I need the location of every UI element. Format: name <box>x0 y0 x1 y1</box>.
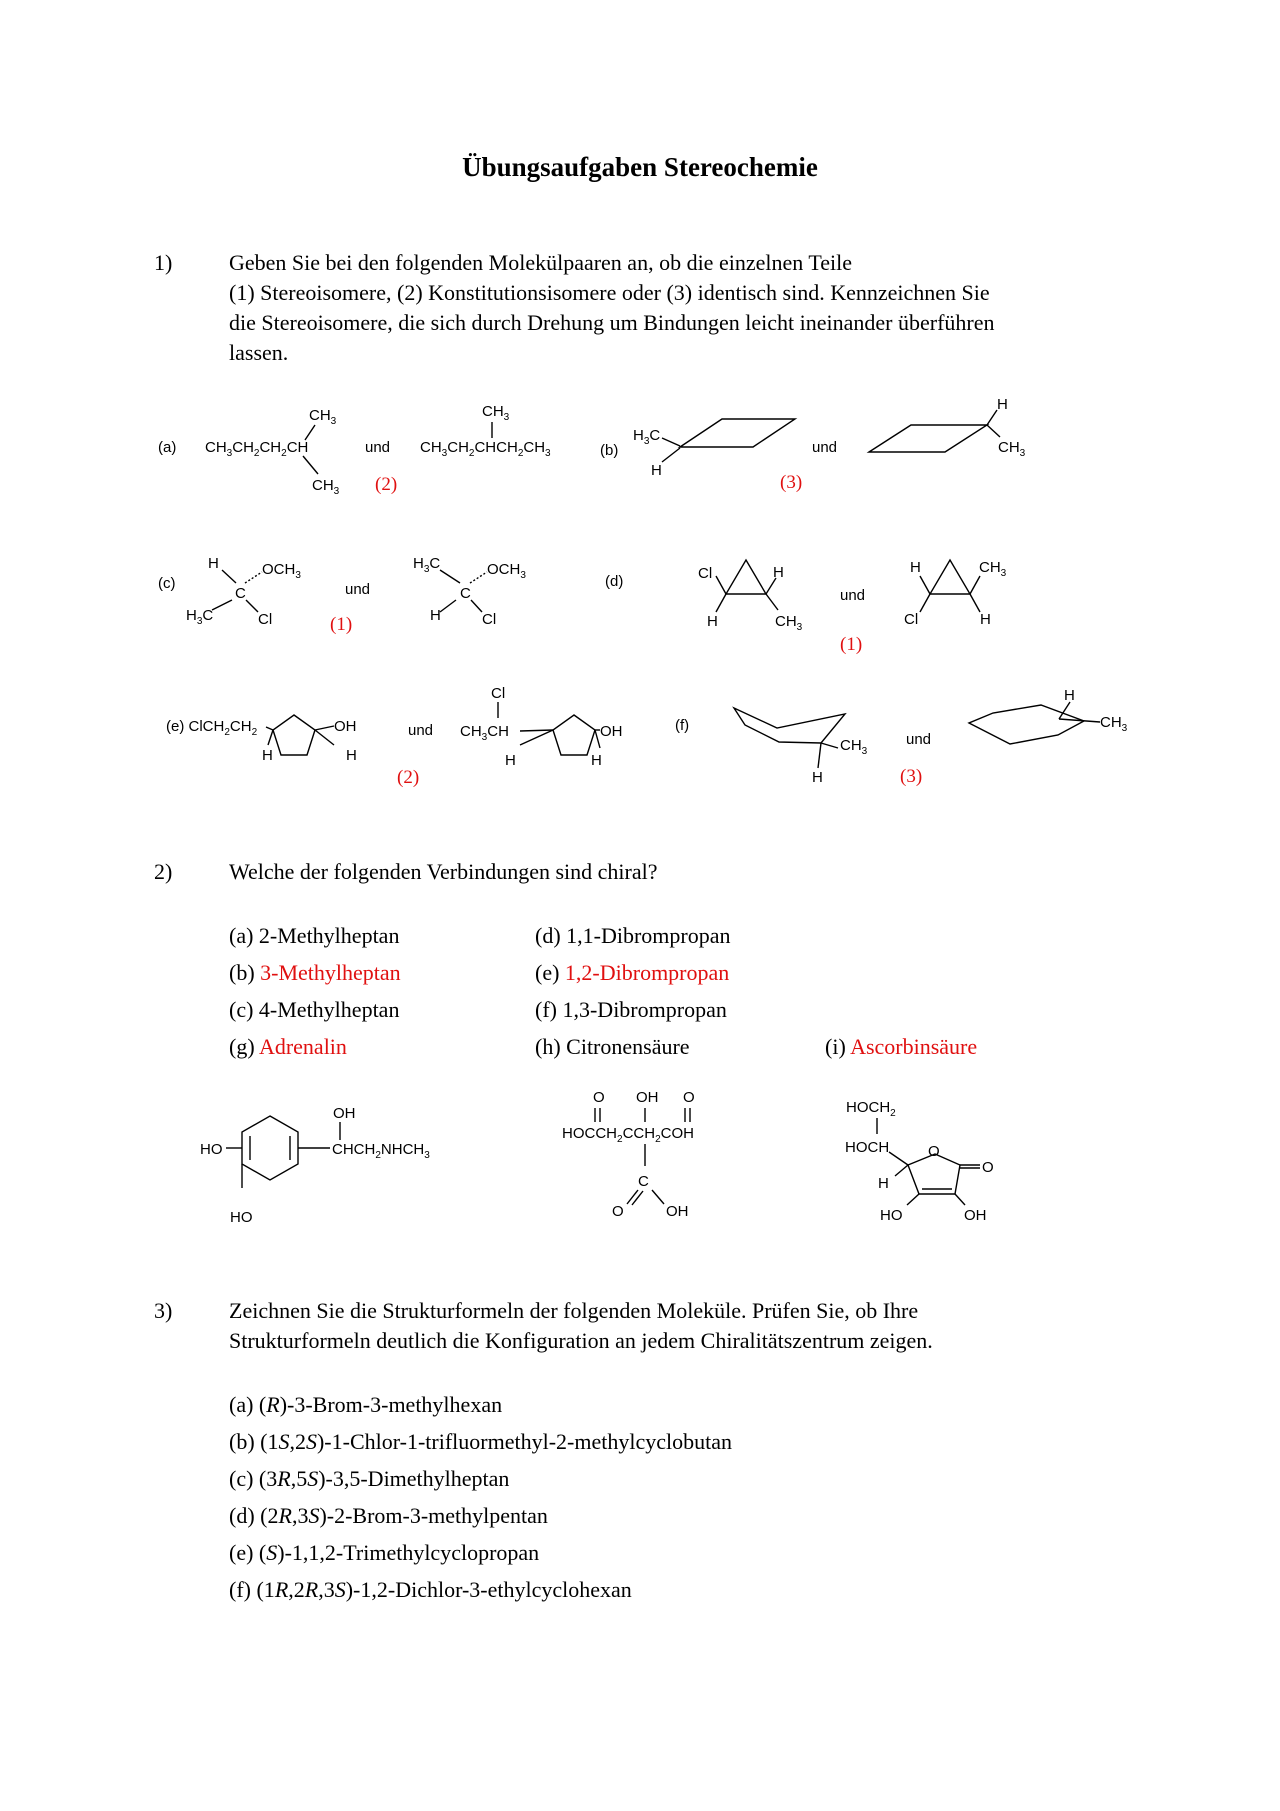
q3-number: 3) <box>154 1298 173 1323</box>
pair-d-right-h1: H <box>910 559 921 576</box>
q2-item-g: (g) Adrenalin <box>229 1034 347 1059</box>
pair-a-left-top-methyl: $CH_3$ <box>309 407 337 427</box>
svg-text:H: H <box>878 1175 889 1192</box>
svg-text:HOCCH2CCH2COH: $HOCCH_2CCH_2COH$ <box>562 1125 694 1145</box>
q2-item-e: (e) 1,2-Dibrompropan <box>535 960 730 985</box>
svg-text:OH: OH <box>666 1203 689 1220</box>
pair-a-left-bottom-methyl: $CH_3$ <box>312 477 340 497</box>
pair-f-left-methyl: $CH_3$ <box>840 737 868 757</box>
pair-a-right-methyl: $CH_3$ <box>482 403 510 423</box>
svg-text:C: C <box>638 1173 649 1190</box>
q3-item-e: (e) (S)-1,1,2-Trimethylcyclopropan <box>229 1540 540 1565</box>
pair-c-right-methyl: $H_3C$ <box>413 555 441 575</box>
pair-c-left-methyl: $H_3C$ <box>186 607 214 627</box>
pair-b-right-h: H <box>997 396 1008 413</box>
pair-c-left-och3: $OCH_3$ <box>262 561 301 581</box>
pair-f-label: (f) <box>675 717 690 734</box>
pair-d-left-ring <box>726 560 766 594</box>
pair-c-left-h: H <box>208 555 219 572</box>
q3-line-2: Strukturformeln deutlich die Konfiguration an jedem Chiralitätszentrum zeigen. <box>229 1328 933 1353</box>
adrenalin-structure <box>200 1105 430 1226</box>
svg-text:O: O <box>982 1159 994 1176</box>
pair-a-label: (a) <box>158 439 177 456</box>
q2-item-h: (h) Citronensäure <box>535 1034 690 1059</box>
pair-d-right-cl: Cl <box>904 611 919 628</box>
svg-text:HO: HO <box>230 1209 253 1226</box>
q3-item-b: (b) (1S,2S)-1-Chlor-1-trifluormethyl-2-methylcyclobutan <box>229 1429 732 1454</box>
q1-line-3: die Stereoisomere, die sich durch Drehung um Bindungen leicht ineinander überführen <box>229 310 995 335</box>
q3-item-f: (f) (1R,2R,3S)-1,2-Dichlor-3-ethylcyclohexan <box>229 1577 632 1602</box>
pair-d-left-methyl: $CH_3$ <box>775 613 803 633</box>
q3-item-c: (c) (3R,5S)-3,5-Dimethylheptan <box>229 1466 510 1491</box>
q1-line-1: Geben Sie bei den folgenden Molekülpaaren an, ob die einzelnen Teile <box>229 250 852 275</box>
pair-e-left-ring <box>273 715 315 755</box>
pair-e-left-oh: OH <box>334 718 357 735</box>
pair-c-connector: und <box>345 581 371 598</box>
q2-item-i: (i) Ascorbinsäure <box>825 1034 978 1059</box>
pair-c-right-och3: $OCH_3$ <box>487 561 526 581</box>
pair-c-label: (c) <box>158 575 176 592</box>
pair-e-answer: (2) <box>397 767 420 788</box>
pair-f-right-methyl: $CH_3$ <box>1100 714 1128 734</box>
q2-structures <box>0 1090 1280 1250</box>
pair-b-right-ring <box>869 425 987 452</box>
svg-text:CHCH2NHCH3: $CHCH_2NHCH_3$ <box>332 1141 430 1161</box>
pair-c-right-cl: Cl <box>482 611 497 628</box>
pair-d-right-methyl: $CH_3$ <box>979 559 1007 579</box>
q2-number: 2) <box>154 859 173 884</box>
svg-text:OH: OH <box>636 1090 659 1106</box>
pair-f-right-ring <box>969 705 1084 744</box>
svg-text:O: O <box>683 1090 695 1106</box>
pair-b-label: (b) <box>600 442 619 459</box>
pair-c-left-c: C <box>235 585 246 602</box>
ascorbinsaeure-structure <box>845 1099 994 1224</box>
pair-b-answer: (3) <box>780 472 803 493</box>
pair-a-answer: (2) <box>375 474 398 495</box>
q3-text <box>229 1296 1149 1356</box>
pair-d-left-h1: H <box>707 613 718 630</box>
pair-d-connector: und <box>840 587 866 604</box>
pair-a-left-formula: $CH_3CH_2CH_2CH$ <box>205 439 309 459</box>
svg-text:HOCH: HOCH <box>845 1139 890 1156</box>
q2-text: Welche der folgenden Verbindungen sind chiral? <box>229 859 658 884</box>
pair-b-methyl: $H_3C$ <box>633 427 661 447</box>
svg-text:O: O <box>612 1203 624 1220</box>
svg-text:HOCH2: $HOCH_2$ <box>846 1099 896 1119</box>
pair-f-left-h: H <box>812 769 823 786</box>
pair-e-left-h2: H <box>346 747 357 764</box>
q2-item-f: (f) 1,3-Dibrompropan <box>535 997 727 1022</box>
pair-e-right-formula: $CH_3CH$ <box>460 723 509 743</box>
pair-f-answer: (3) <box>900 766 923 787</box>
svg-text:OH: OH <box>964 1207 987 1224</box>
pair-c-left-cl: Cl <box>258 611 273 628</box>
pair-e-left-formula: (e) $ClCH_2CH_2$ <box>166 718 258 738</box>
pair-b-connector: und <box>812 439 838 456</box>
q1-line-4: lassen. <box>229 340 289 365</box>
svg-text:O: O <box>593 1090 605 1106</box>
svg-text:HO: HO <box>880 1207 903 1224</box>
pair-d-answer: (1) <box>840 634 863 655</box>
pair-d-label: (d) <box>605 573 624 590</box>
svg-text:HO: HO <box>200 1141 223 1158</box>
pair-b-h: H <box>651 462 662 479</box>
pair-a-connector: und <box>365 439 391 456</box>
q2-item-b: (b) 3-Methylheptan <box>229 960 401 985</box>
q1-text <box>229 248 1149 368</box>
q2-item-c: (c) 4-Methylheptan <box>229 997 400 1022</box>
q1-structures <box>0 380 1280 820</box>
pair-e-right-cl: Cl <box>491 685 506 702</box>
svg-text:OH: OH <box>333 1105 356 1122</box>
pair-f-connector: und <box>906 731 932 748</box>
pair-e-right-h1: H <box>505 752 516 769</box>
pair-e-right-oh: OH <box>600 723 623 740</box>
pair-d-left-cl: Cl <box>698 565 713 582</box>
q2-item-d: (d) 1,1-Dibrompropan <box>535 923 731 948</box>
q3-line-1: Zeichnen Sie die Strukturformeln der folgenden Moleküle. Prüfen Sie, ob Ihre <box>229 1298 919 1323</box>
pair-d-left-h2: H <box>773 564 784 581</box>
pair-e-right-ring <box>553 715 595 755</box>
pair-a-right-formula: $CH_3CH_2CHCH_2CH_3$ <box>420 439 551 459</box>
pair-b-left-ring <box>680 419 795 447</box>
q3-item-a: (a) (R)-3-Brom-3-methylhexan <box>229 1392 503 1417</box>
pair-d-right-ring <box>930 560 970 594</box>
q1-number: 1) <box>154 250 173 275</box>
q3-item-d: (d) (2R,3S)-2-Brom-3-methylpentan <box>229 1503 548 1528</box>
q1-line-2: (1) Stereoisomere, (2) Konstitutionsisomere oder (3) identisch sind. Kennzeichnen Sie <box>229 280 990 305</box>
pair-c-right-h: H <box>430 607 441 624</box>
pair-b-right-methyl: $CH_3$ <box>998 439 1026 459</box>
citronensaeure-structure <box>562 1090 695 1220</box>
pair-c-answer: (1) <box>330 614 353 635</box>
pair-e-right-h2: H <box>591 752 602 769</box>
page-title: Übungsaufgaben Stereochemie <box>462 152 818 182</box>
pair-f-left-ring <box>734 708 845 743</box>
svg-text:O: O <box>928 1143 940 1160</box>
pair-d-right-h2: H <box>980 611 991 628</box>
pair-e-left-h1: H <box>262 747 273 764</box>
pair-f-right-h: H <box>1064 687 1075 704</box>
pair-e-connector: und <box>408 722 434 739</box>
pair-c-right-c: C <box>460 585 471 602</box>
q2-item-a: (a) 2-Methylheptan <box>229 923 400 948</box>
